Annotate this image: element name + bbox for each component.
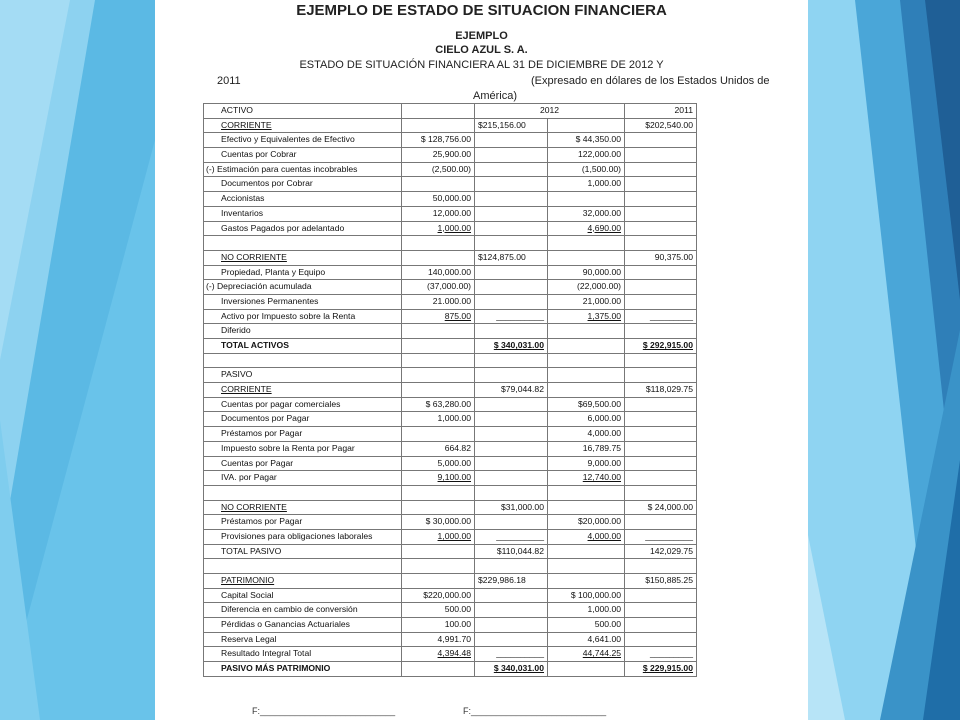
row-label: Diferencia en cambio de conversión <box>204 603 402 618</box>
row-value-2011-total <box>625 324 697 339</box>
row-value-2012-detail <box>402 574 475 589</box>
row-label: Impuesto sobre la Renta por Pagar <box>204 441 402 456</box>
row-value-2012-total <box>475 397 548 412</box>
row-value-2012-total <box>475 294 548 309</box>
row-value-2012-total <box>475 515 548 530</box>
row-value-2011-detail: 1,000.00 <box>548 603 625 618</box>
row-value-2011-total <box>625 427 697 442</box>
row-value-2012-detail: (2,500.00) <box>402 162 475 177</box>
document-slide <box>155 0 808 720</box>
table-row <box>204 471 697 486</box>
row-value-2012-detail: (37,000.00) <box>402 280 475 295</box>
row-value-2011-detail: 4,690.00 <box>548 221 625 236</box>
row-label: Préstamos por Pagar <box>204 427 402 442</box>
table-row <box>204 294 697 309</box>
row-value-2012-total <box>475 603 548 618</box>
header-year-2011: 2011 <box>217 75 241 87</box>
row-value-2011-detail <box>548 339 625 354</box>
table-row <box>204 647 697 662</box>
row-value-2012-total: $79,044.82 <box>475 383 548 398</box>
row-value-2011-detail: 4,641.00 <box>548 632 625 647</box>
row-value-2012-detail <box>402 118 475 133</box>
row-value-2012-detail: 21.000.00 <box>402 294 475 309</box>
table-row <box>204 148 697 163</box>
row-value-2012-detail <box>402 500 475 515</box>
right-decoration <box>805 0 960 720</box>
table-row <box>204 559 697 574</box>
row-label: IVA. por Pagar <box>204 471 402 486</box>
row-value-2011-total <box>625 206 697 221</box>
row-value-2011-detail: 90,000.00 <box>548 265 625 280</box>
row-value-2012-detail <box>402 368 475 383</box>
row-label: (-) Depreciación acumulada <box>204 280 402 295</box>
row-value-2011-total <box>625 177 697 192</box>
row-value-2012-detail: 100.00 <box>402 618 475 633</box>
table-row <box>204 603 697 618</box>
row-value-2011-total <box>625 192 697 207</box>
table-row <box>204 250 697 265</box>
row-value-2011-total <box>625 148 697 163</box>
row-value-2011-detail <box>548 500 625 515</box>
row-value-2012-detail <box>402 324 475 339</box>
row-value-2011-total <box>625 485 697 500</box>
row-label: PASIVO MÁS PATRIMONIO <box>204 662 402 677</box>
table-row <box>204 265 697 280</box>
row-value-2011-detail <box>548 324 625 339</box>
row-value-2011-detail <box>548 353 625 368</box>
row-value-2012-detail <box>402 544 475 559</box>
row-value-2012-detail: 1,000.00 <box>402 412 475 427</box>
row-value-2012-total <box>475 324 548 339</box>
row-label: NO CORRIENTE <box>204 500 402 515</box>
row-value-2012-detail: 140,000.00 <box>402 265 475 280</box>
row-label: Reserva Legal <box>204 632 402 647</box>
row-value-2011-detail <box>548 250 625 265</box>
row-value-2012-detail: $ 128,756.00 <box>402 133 475 148</box>
row-value-2012-total <box>475 133 548 148</box>
row-value-2011-detail: 21,000.00 <box>548 294 625 309</box>
row-value-2011-detail <box>548 118 625 133</box>
signature-line-2: F:___________________________ <box>463 706 607 716</box>
row-value-2012-total <box>475 427 548 442</box>
signature-line-1: F:___________________________ <box>252 706 396 716</box>
document-title: EJEMPLO DE ESTADO DE SITUACION FINANCIERA <box>296 2 667 19</box>
row-value-2011-detail <box>548 192 625 207</box>
row-value-2012-total: __________ <box>475 529 548 544</box>
row-value-2011-total <box>625 588 697 603</box>
row-value-2012-total <box>475 368 548 383</box>
row-label: Documentos por Pagar <box>204 412 402 427</box>
row-value-2012-detail: 9,100.00 <box>402 471 475 486</box>
table-row <box>204 427 697 442</box>
table-row <box>204 412 697 427</box>
row-label: Inversiones Permanentes <box>204 294 402 309</box>
table-row <box>204 221 697 236</box>
row-value-2011-detail: 4,000.00 <box>548 427 625 442</box>
row-value-2012-detail: 1,000.00 <box>402 529 475 544</box>
row-value-2012-total <box>475 485 548 500</box>
table-row <box>204 383 697 398</box>
row-value-2012-total <box>475 192 548 207</box>
row-value-2011-total: __________ <box>625 529 697 544</box>
table-row <box>204 368 697 383</box>
row-value-2012-detail <box>402 485 475 500</box>
row-label <box>204 559 402 574</box>
financial-statement-table <box>203 103 697 677</box>
row-label: Efectivo y Equivalentes de Efectivo <box>204 133 402 148</box>
table-row <box>204 529 697 544</box>
row-value-2011-total: $ 292,915.00 <box>625 339 697 354</box>
row-label: CORRIENTE <box>204 383 402 398</box>
table-row <box>204 485 697 500</box>
row-value-2012-total: $229,986.18 <box>475 574 548 589</box>
row-value-2012-detail: 5,000.00 <box>402 456 475 471</box>
row-value-2011-total: $150,885.25 <box>625 574 697 589</box>
row-value-2012-total <box>475 162 548 177</box>
table-row <box>204 515 697 530</box>
row-value-2011-detail <box>548 574 625 589</box>
row-value-2012-total <box>475 265 548 280</box>
row-value-2011-total <box>625 618 697 633</box>
header-statement: ESTADO DE SITUACIÓN FINANCIERA AL 31 DE DICIEMBRE DE 2012 Y <box>299 59 664 71</box>
row-value-2011-total: $202,540.00 <box>625 118 697 133</box>
row-value-2012-total <box>475 148 548 163</box>
row-value-2011-total <box>625 221 697 236</box>
row-value-2011-total <box>625 368 697 383</box>
row-label: Préstamos por Pagar <box>204 515 402 530</box>
col-header-2012: 2012 <box>475 104 625 119</box>
row-value-2011-total <box>625 397 697 412</box>
row-value-2012-total <box>475 177 548 192</box>
row-value-2011-total: 142,029.75 <box>625 544 697 559</box>
table-row <box>204 456 697 471</box>
row-value-2012-total <box>475 236 548 251</box>
row-label: Pérdidas o Ganancias Actuariales <box>204 618 402 633</box>
row-value-2012-total: $ 340,031.00 <box>475 662 548 677</box>
row-value-2012-total <box>475 441 548 456</box>
row-value-2011-total <box>625 353 697 368</box>
row-value-2011-detail: (22,000.00) <box>548 280 625 295</box>
row-value-2011-total <box>625 265 697 280</box>
table-row <box>204 574 697 589</box>
row-value-2012-total: __________ <box>475 647 548 662</box>
row-label: (-) Estimación para cuentas incobrables <box>204 162 402 177</box>
table-row <box>204 177 697 192</box>
table-row <box>204 544 697 559</box>
row-value-2012-total: __________ <box>475 309 548 324</box>
table-row <box>204 236 697 251</box>
row-value-2012-total: $ 340,031.00 <box>475 339 548 354</box>
header-company: CIELO AZUL S. A. <box>435 44 528 56</box>
row-value-2012-detail <box>402 236 475 251</box>
row-value-2011-detail: $69,500.00 <box>548 397 625 412</box>
row-value-2012-detail: 12,000.00 <box>402 206 475 221</box>
row-value-2012-total <box>475 559 548 574</box>
header-currency-note-cont: América) <box>473 90 518 102</box>
table-row <box>204 441 697 456</box>
row-value-2012-detail: 25,900.00 <box>402 148 475 163</box>
table-row <box>204 500 697 515</box>
row-label: Gastos Pagados por adelantado <box>204 221 402 236</box>
table-row <box>204 118 697 133</box>
row-value-2012-detail: 50,000.00 <box>402 192 475 207</box>
row-value-2011-detail: 44,744.25 <box>548 647 625 662</box>
row-value-2012-total: $215,156.00 <box>475 118 548 133</box>
table-row <box>204 662 697 677</box>
row-value-2012-detail <box>402 339 475 354</box>
left-stripes-graphic <box>0 0 155 720</box>
row-value-2012-total: $124,875.00 <box>475 250 548 265</box>
row-value-2011-detail <box>548 368 625 383</box>
row-value-2012-total <box>475 632 548 647</box>
row-value-2011-total <box>625 294 697 309</box>
row-label: Cuentas por pagar comerciales <box>204 397 402 412</box>
table-row <box>204 206 697 221</box>
row-value-2011-total: _________ <box>625 647 697 662</box>
row-value-2012-total <box>475 221 548 236</box>
row-value-2011-detail: 1,375.00 <box>548 309 625 324</box>
row-label: CORRIENTE <box>204 118 402 133</box>
row-value-2012-total <box>475 412 548 427</box>
row-label <box>204 353 402 368</box>
row-value-2011-detail <box>548 485 625 500</box>
table-row <box>204 339 697 354</box>
row-value-2012-total <box>475 471 548 486</box>
header-currency-note: (Expresado en dólares de los Estados Unidos de <box>531 75 770 87</box>
row-value-2011-total: 90,375.00 <box>625 250 697 265</box>
row-value-2012-detail <box>402 559 475 574</box>
row-label: Accionistas <box>204 192 402 207</box>
row-value-2011-total: $ 24,000.00 <box>625 500 697 515</box>
row-value-2011-detail: 32,000.00 <box>548 206 625 221</box>
table-row <box>204 324 697 339</box>
row-label: Cuentas por Pagar <box>204 456 402 471</box>
row-value-2012-total <box>475 618 548 633</box>
row-value-2012-detail <box>402 177 475 192</box>
col-header-2011: 2011 <box>625 104 697 119</box>
table-row <box>204 353 697 368</box>
row-value-2011-detail <box>548 662 625 677</box>
header-line-1: EJEMPLO <box>455 30 508 42</box>
row-value-2012-detail: 664.82 <box>402 441 475 456</box>
row-value-2011-detail: 122,000.00 <box>548 148 625 163</box>
row-value-2011-total: _________ <box>625 309 697 324</box>
row-value-2011-detail <box>548 383 625 398</box>
row-label: Propiedad, Planta y Equipo <box>204 265 402 280</box>
row-value-2012-detail: $220,000.00 <box>402 588 475 603</box>
row-label: Capital Social <box>204 588 402 603</box>
row-value-2011-total <box>625 471 697 486</box>
row-label: PATRIMONIO <box>204 574 402 589</box>
table-row <box>204 162 697 177</box>
row-value-2012-detail: 500.00 <box>402 603 475 618</box>
row-value-2012-total <box>475 206 548 221</box>
table-row <box>204 280 697 295</box>
right-stripes-graphic <box>805 0 960 720</box>
row-value-2011-total <box>625 632 697 647</box>
row-value-2012-total <box>475 353 548 368</box>
row-value-2011-detail: 9,000.00 <box>548 456 625 471</box>
row-value-2011-total <box>625 412 697 427</box>
row-value-2012-detail <box>402 383 475 398</box>
row-label <box>204 236 402 251</box>
row-value-2011-detail: 500.00 <box>548 618 625 633</box>
row-label: TOTAL PASIVO <box>204 544 402 559</box>
row-label: Provisiones para obligaciones laborales <box>204 529 402 544</box>
row-value-2011-total <box>625 280 697 295</box>
row-value-2012-detail: 1,000.00 <box>402 221 475 236</box>
row-label: NO CORRIENTE <box>204 250 402 265</box>
row-value-2012-total <box>475 280 548 295</box>
table-row <box>204 397 697 412</box>
row-value-2011-total <box>625 515 697 530</box>
row-value-2012-detail: 4,991.70 <box>402 632 475 647</box>
row-value-2011-detail: 16,789.75 <box>548 441 625 456</box>
row-label: Activo por Impuesto sobre la Renta <box>204 309 402 324</box>
row-value-2012-total <box>475 588 548 603</box>
row-value-2012-detail <box>402 662 475 677</box>
row-value-2012-detail: 4,394.48 <box>402 647 475 662</box>
row-label: Resultado Integral Total <box>204 647 402 662</box>
row-label <box>204 485 402 500</box>
row-value-2011-total <box>625 441 697 456</box>
row-label: Documentos por Cobrar <box>204 177 402 192</box>
row-value-2012-detail: $ 63,280.00 <box>402 397 475 412</box>
row-value-2012-total: $110,044.82 <box>475 544 548 559</box>
row-value-2011-detail: 12,740.00 <box>548 471 625 486</box>
row-value-2012-detail <box>402 250 475 265</box>
row-value-2012-detail <box>402 353 475 368</box>
row-value-2011-total: $118,029.75 <box>625 383 697 398</box>
row-value-2011-detail: 1,000.00 <box>548 177 625 192</box>
row-value-2011-detail: $ 44,350.00 <box>548 133 625 148</box>
row-value-2011-total <box>625 162 697 177</box>
row-value-2011-detail: $20,000.00 <box>548 515 625 530</box>
row-value-2012-detail: 875.00 <box>402 309 475 324</box>
row-label: TOTAL ACTIVOS <box>204 339 402 354</box>
row-value-2011-total <box>625 133 697 148</box>
row-value-2011-detail: 4,000.00 <box>548 529 625 544</box>
table-row <box>204 192 697 207</box>
row-label: Inventarios <box>204 206 402 221</box>
row-value-2012-detail: $ 30,000.00 <box>402 515 475 530</box>
row-value-2012-total <box>475 456 548 471</box>
row-value-2011-detail: 6,000.00 <box>548 412 625 427</box>
row-value-2011-total <box>625 456 697 471</box>
row-value-2011-detail <box>548 559 625 574</box>
row-value-2011-total <box>625 236 697 251</box>
row-value-2011-detail <box>548 236 625 251</box>
col-header-activo: ACTIVO <box>204 104 402 119</box>
table-row <box>204 618 697 633</box>
row-label: Cuentas por Cobrar <box>204 148 402 163</box>
row-label: Diferido <box>204 324 402 339</box>
left-decoration <box>0 0 155 720</box>
row-value-2012-total: $31,000.00 <box>475 500 548 515</box>
row-value-2012-detail <box>402 427 475 442</box>
table-row <box>204 588 697 603</box>
row-value-2011-total <box>625 559 697 574</box>
row-value-2011-detail: $ 100,000.00 <box>548 588 625 603</box>
table-row <box>204 133 697 148</box>
row-value-2011-total <box>625 603 697 618</box>
row-label: PASIVO <box>204 368 402 383</box>
table-header-row <box>204 104 697 119</box>
row-value-2011-total: $ 229,915.00 <box>625 662 697 677</box>
row-value-2011-detail: (1,500.00) <box>548 162 625 177</box>
row-value-2011-detail <box>548 544 625 559</box>
table-row <box>204 632 697 647</box>
table-row <box>204 309 697 324</box>
